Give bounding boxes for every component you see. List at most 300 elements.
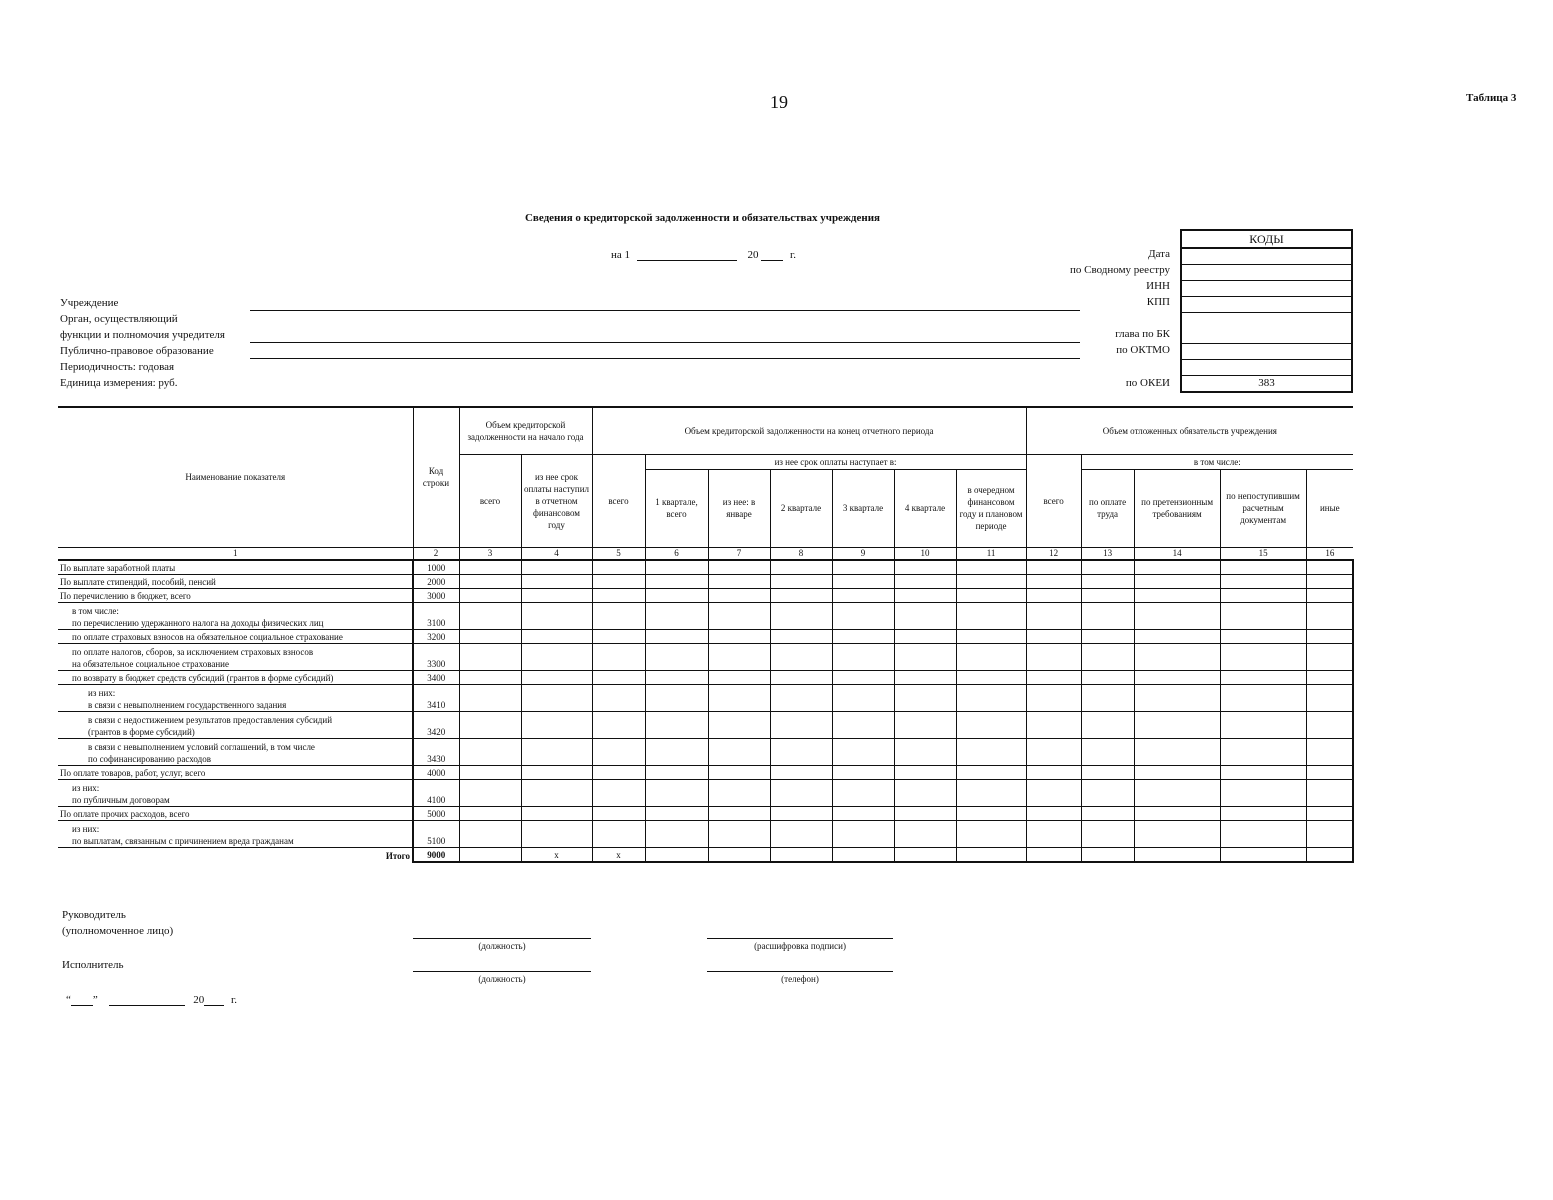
value-cell-col3[interactable] xyxy=(459,602,521,629)
value-cell-col16[interactable] xyxy=(1306,684,1353,711)
value-cell-col14[interactable] xyxy=(1134,711,1220,738)
institution-field[interactable] xyxy=(250,310,1080,311)
value-cell-col10[interactable] xyxy=(894,588,956,602)
value-cell-col10[interactable] xyxy=(894,574,956,588)
value-cell-col16[interactable] xyxy=(1306,629,1353,643)
code-blank-field[interactable] xyxy=(1182,360,1351,376)
value-cell-col4[interactable] xyxy=(521,643,592,670)
row-name xyxy=(58,711,413,738)
value-cell-col8[interactable] xyxy=(770,670,832,684)
code-bk-field[interactable] xyxy=(1182,313,1351,344)
value-cell-col11[interactable] xyxy=(956,574,1026,588)
value-cell-col4[interactable] xyxy=(521,779,592,806)
value-cell-col5[interactable] xyxy=(592,820,645,847)
value-cell-col12[interactable] xyxy=(1026,629,1081,643)
value-cell-col4[interactable] xyxy=(521,588,592,602)
value-cell-col11[interactable] xyxy=(956,711,1026,738)
value-cell-col3[interactable] xyxy=(459,588,521,602)
value-cell-col9[interactable] xyxy=(832,711,894,738)
date-suffix: г. xyxy=(790,249,797,261)
value-cell-col7[interactable] xyxy=(708,765,770,779)
value-cell-col3[interactable] xyxy=(459,711,521,738)
value-cell-col13[interactable] xyxy=(1081,643,1134,670)
value-cell-col16[interactable] xyxy=(1306,574,1353,588)
code-label-bk: глава по БК xyxy=(1115,328,1170,340)
value-cell-col8[interactable] xyxy=(770,820,832,847)
date-year-field[interactable] xyxy=(761,248,783,261)
value-cell-col12[interactable] xyxy=(1026,711,1081,738)
signature-year-field[interactable] xyxy=(204,993,224,1006)
value-cell-col3[interactable] xyxy=(459,806,521,820)
row-name xyxy=(58,806,413,820)
value-cell-col15[interactable] xyxy=(1220,670,1306,684)
table-row xyxy=(58,806,1353,820)
value-cell-col13[interactable] xyxy=(1081,738,1134,765)
row-code: 3300 xyxy=(413,643,459,670)
executor-position-caption: (должность) xyxy=(478,974,526,984)
value-cell-col13[interactable] xyxy=(1081,602,1134,629)
value-cell-col12[interactable] xyxy=(1026,684,1081,711)
value-cell-col3[interactable] xyxy=(459,738,521,765)
header-start-due: из нее срок оплаты наступил в отчетном финансовом году xyxy=(521,454,592,547)
value-cell-col10[interactable] xyxy=(894,779,956,806)
value-cell-col14[interactable] xyxy=(1134,560,1220,575)
column-number: 11 xyxy=(956,547,1026,560)
table-row xyxy=(58,602,1353,629)
value-cell-col7[interactable] xyxy=(708,602,770,629)
code-label-kpp: КПП xyxy=(1146,296,1170,308)
value-cell-col14[interactable] xyxy=(1134,765,1220,779)
value-cell-col14[interactable] xyxy=(1134,643,1220,670)
value-cell-col8[interactable] xyxy=(770,711,832,738)
value-cell-col6[interactable] xyxy=(645,588,708,602)
value-cell-col7[interactable] xyxy=(708,588,770,602)
value-cell-col12[interactable] xyxy=(1026,670,1081,684)
column-number: 14 xyxy=(1134,547,1220,560)
value-cell-col11[interactable] xyxy=(956,588,1026,602)
value-cell-col9[interactable] xyxy=(832,643,894,670)
value-cell-col16[interactable] xyxy=(1306,588,1353,602)
header-deferred-sub: в том числе: xyxy=(1081,454,1353,469)
value-cell-col12[interactable] xyxy=(1026,847,1081,862)
header-next-year: в очередном финансовом году и плановом периоде xyxy=(956,469,1026,547)
value-cell-col9[interactable] xyxy=(832,847,894,862)
row-code: 9000 xyxy=(413,847,459,862)
signature-date-line xyxy=(66,993,237,1006)
value-cell-col12[interactable] xyxy=(1026,765,1081,779)
value-cell-col11[interactable] xyxy=(956,602,1026,629)
value-cell-col5[interactable] xyxy=(592,602,645,629)
value-cell-col14[interactable] xyxy=(1134,670,1220,684)
value-cell-col4[interactable] xyxy=(521,670,592,684)
date-day-month-field[interactable] xyxy=(637,248,737,261)
code-label-oktmo: по ОКТМО xyxy=(1116,344,1170,356)
value-cell-col5[interactable] xyxy=(592,560,645,575)
value-cell-col7[interactable] xyxy=(708,820,770,847)
value-cell-col14[interactable] xyxy=(1134,738,1220,765)
value-cell-col3[interactable] xyxy=(459,574,521,588)
value-cell-col14[interactable] xyxy=(1134,779,1220,806)
organ-label-line2: функции и полномочия учредителя xyxy=(60,329,225,341)
header-other: иные xyxy=(1306,469,1353,547)
row-code: 3400 xyxy=(413,670,459,684)
value-cell-col10[interactable] xyxy=(894,643,956,670)
value-cell-col6[interactable] xyxy=(645,574,708,588)
value-cell-col7[interactable] xyxy=(708,847,770,862)
value-cell-col13[interactable] xyxy=(1081,765,1134,779)
value-cell-col11[interactable] xyxy=(956,684,1026,711)
value-cell-col5[interactable] xyxy=(592,684,645,711)
value-cell-col13[interactable] xyxy=(1081,588,1134,602)
value-cell-col12[interactable] xyxy=(1026,602,1081,629)
public-entity-field[interactable] xyxy=(250,358,1080,359)
header-end-sub: из нее срок оплаты наступает в: xyxy=(645,454,1026,469)
value-cell-col4[interactable] xyxy=(521,629,592,643)
value-cell-col14[interactable] xyxy=(1134,574,1220,588)
row-name-text: (грантов в форме субсидий) xyxy=(88,726,195,737)
unit-label: Единица измерения: руб. xyxy=(60,377,178,389)
value-cell-col10[interactable] xyxy=(894,847,956,862)
date-year-prefix: 20 xyxy=(747,249,759,261)
value-cell-col16[interactable] xyxy=(1306,765,1353,779)
value-cell-col10[interactable] xyxy=(894,602,956,629)
value-cell-col11[interactable] xyxy=(956,560,1026,575)
value-cell-col9[interactable] xyxy=(832,779,894,806)
value-cell-col9[interactable] xyxy=(832,574,894,588)
value-cell-col10[interactable] xyxy=(894,806,956,820)
value-cell-col7[interactable] xyxy=(708,670,770,684)
value-cell-col6[interactable] xyxy=(645,779,708,806)
header-q3: 3 квартале xyxy=(832,469,894,547)
value-cell-col9[interactable] xyxy=(832,765,894,779)
value-cell-col12[interactable] xyxy=(1026,738,1081,765)
value-cell-col15[interactable] xyxy=(1220,806,1306,820)
value-cell-col6[interactable] xyxy=(645,684,708,711)
value-cell-col7[interactable] xyxy=(708,711,770,738)
value-cell-col11[interactable] xyxy=(956,847,1026,862)
value-cell-col15[interactable] xyxy=(1220,629,1306,643)
row-name xyxy=(58,643,413,670)
value-cell-col9[interactable] xyxy=(832,602,894,629)
value-cell-col3[interactable] xyxy=(459,670,521,684)
value-cell-col7[interactable] xyxy=(708,779,770,806)
header-group-start: Объем кредиторской задолженности на начало года xyxy=(459,407,592,454)
value-cell-col8[interactable] xyxy=(770,560,832,575)
head-decoding-field[interactable] xyxy=(707,938,893,939)
value-cell-col16[interactable] xyxy=(1306,670,1353,684)
value-cell-col13[interactable] xyxy=(1081,629,1134,643)
value-cell-col5[interactable] xyxy=(592,765,645,779)
column-number: 3 xyxy=(459,547,521,560)
value-cell-col15[interactable] xyxy=(1220,820,1306,847)
value-cell-col12[interactable] xyxy=(1026,779,1081,806)
header-code: Код строки xyxy=(413,407,459,547)
value-cell-col5[interactable] xyxy=(592,629,645,643)
value-cell-col4[interactable] xyxy=(521,711,592,738)
row-name-text: по перечислению удержанного налога на доходы физических лиц xyxy=(72,617,324,628)
row-code: 5100 xyxy=(413,820,459,847)
value-cell-col9[interactable] xyxy=(832,820,894,847)
value-cell-col15[interactable] xyxy=(1220,765,1306,779)
value-cell-col6[interactable] xyxy=(645,806,708,820)
code-kpp-field[interactable] xyxy=(1182,297,1351,313)
code-registry-field[interactable] xyxy=(1182,265,1351,281)
value-cell-col4[interactable] xyxy=(521,765,592,779)
value-cell-col4[interactable] xyxy=(521,738,592,765)
code-date-field[interactable] xyxy=(1182,249,1351,265)
value-cell-col6[interactable] xyxy=(645,820,708,847)
organ-field[interactable] xyxy=(250,342,1080,343)
value-cell-col6[interactable] xyxy=(645,738,708,765)
value-cell-col4[interactable] xyxy=(521,602,592,629)
row-code: 3100 xyxy=(413,602,459,629)
value-cell-col3[interactable] xyxy=(459,847,521,862)
row-name xyxy=(58,765,413,779)
table-row xyxy=(58,643,1353,670)
value-cell-col11[interactable] xyxy=(956,806,1026,820)
value-cell-col13[interactable] xyxy=(1081,847,1134,862)
value-cell-col13[interactable] xyxy=(1081,684,1134,711)
value-cell-col13[interactable] xyxy=(1081,711,1134,738)
value-cell-col11[interactable] xyxy=(956,629,1026,643)
row-name-text: по оплате страховых взносов на обязательное социальное страхование xyxy=(72,631,343,642)
column-number: 4 xyxy=(521,547,592,560)
code-label-date: Дата xyxy=(1148,248,1170,260)
value-cell-col13[interactable] xyxy=(1081,820,1134,847)
value-cell-col3[interactable] xyxy=(459,684,521,711)
value-cell-col8[interactable] xyxy=(770,765,832,779)
value-cell-col8[interactable] xyxy=(770,738,832,765)
table-row xyxy=(58,711,1353,738)
code-oktmo-field[interactable] xyxy=(1182,344,1351,360)
value-cell-col14[interactable] xyxy=(1134,820,1220,847)
value-cell-col15[interactable] xyxy=(1220,684,1306,711)
date-quote-open: “ xyxy=(66,994,71,1006)
row-code: 3200 xyxy=(413,629,459,643)
value-cell-col4[interactable] xyxy=(521,560,592,575)
value-cell-col5[interactable] xyxy=(592,588,645,602)
header-end-total: всего xyxy=(592,454,645,547)
value-cell-col6[interactable] xyxy=(645,847,708,862)
value-cell-col10[interactable] xyxy=(894,560,956,575)
row-name xyxy=(58,602,413,629)
column-number: 12 xyxy=(1026,547,1081,560)
value-cell-col9[interactable] xyxy=(832,670,894,684)
value-cell-col15[interactable] xyxy=(1220,738,1306,765)
value-cell-col6[interactable] xyxy=(645,643,708,670)
header-january: из нее: в январе xyxy=(708,469,770,547)
value-cell-col6[interactable] xyxy=(645,711,708,738)
document-title: Сведения о кредиторской задолженности и обязательствах учреждения xyxy=(524,212,880,224)
value-cell-col13[interactable] xyxy=(1081,779,1134,806)
value-cell-col10[interactable] xyxy=(894,765,956,779)
value-cell-col10[interactable] xyxy=(894,684,956,711)
value-cell-col15[interactable] xyxy=(1220,847,1306,862)
row-name xyxy=(58,629,413,643)
value-cell-col12[interactable] xyxy=(1026,560,1081,575)
header-q2: 2 квартале xyxy=(770,469,832,547)
row-name-prefix: в связи с невыполнением условий соглашений, в том числе xyxy=(88,741,315,752)
value-cell-col3[interactable] xyxy=(459,560,521,575)
codes-header: КОДЫ xyxy=(1182,231,1351,249)
signature-day-field[interactable] xyxy=(71,993,93,1006)
value-cell-col7[interactable] xyxy=(708,643,770,670)
row-name-prefix: из них: xyxy=(72,782,100,793)
value-cell-col6[interactable] xyxy=(645,670,708,684)
value-cell-col14[interactable] xyxy=(1134,629,1220,643)
head-label-line1: Руководитель xyxy=(62,909,126,921)
value-cell-col7[interactable] xyxy=(708,574,770,588)
value-cell-col15[interactable] xyxy=(1220,574,1306,588)
value-cell-col13[interactable] xyxy=(1081,574,1134,588)
value-cell-col14[interactable] xyxy=(1134,684,1220,711)
value-cell-col12[interactable] xyxy=(1026,820,1081,847)
row-name xyxy=(58,588,413,602)
value-cell-col11[interactable] xyxy=(956,738,1026,765)
value-cell-col13[interactable] xyxy=(1081,806,1134,820)
value-cell-col15[interactable] xyxy=(1220,560,1306,575)
value-cell-col3[interactable] xyxy=(459,765,521,779)
value-cell-col5[interactable] xyxy=(592,779,645,806)
value-cell-col16[interactable] xyxy=(1306,602,1353,629)
signature-month-field[interactable] xyxy=(109,993,185,1006)
row-name-prefix: по оплате налогов, сборов, за исключением страховых взносов xyxy=(72,646,314,657)
value-cell-col9[interactable] xyxy=(832,684,894,711)
header-claims: по претензионным требованиям xyxy=(1134,469,1220,547)
code-label-registry: по Сводному реестру xyxy=(1070,264,1170,276)
row-name-text: по выплатам, связанным с причинением вреда гражданам xyxy=(72,835,294,846)
value-cell-col8[interactable] xyxy=(770,847,832,862)
value-cell-col8[interactable] xyxy=(770,588,832,602)
value-cell-col5[interactable] xyxy=(592,806,645,820)
value-cell-col11[interactable] xyxy=(956,643,1026,670)
value-cell-col16[interactable] xyxy=(1306,779,1353,806)
value-cell-col16[interactable] xyxy=(1306,711,1353,738)
row-name-text: По выплате заработной платы xyxy=(60,562,176,573)
value-cell-col15[interactable] xyxy=(1220,602,1306,629)
value-cell-col14[interactable] xyxy=(1134,806,1220,820)
value-cell-col6[interactable] xyxy=(645,602,708,629)
value-cell-col6[interactable] xyxy=(645,765,708,779)
row-name xyxy=(58,779,413,806)
value-cell-col16[interactable] xyxy=(1306,738,1353,765)
value-cell-col3[interactable] xyxy=(459,643,521,670)
row-name xyxy=(58,820,413,847)
value-cell-col5[interactable] xyxy=(592,738,645,765)
value-cell-col4[interactable] xyxy=(521,574,592,588)
value-cell-col10[interactable] xyxy=(894,738,956,765)
value-cell-col6[interactable] xyxy=(645,629,708,643)
value-cell-col14[interactable] xyxy=(1134,847,1220,862)
executor-phone-caption: (телефон) xyxy=(781,974,819,984)
value-cell-col16[interactable] xyxy=(1306,806,1353,820)
executor-position-field[interactable] xyxy=(413,971,591,972)
table-row xyxy=(58,629,1353,643)
row-name-text: По оплате товаров, работ, услуг, всего xyxy=(60,767,206,778)
value-cell-col8[interactable] xyxy=(770,779,832,806)
table-row xyxy=(58,684,1353,711)
row-name-text: По выплате стипендий, пособий, пенсий xyxy=(60,576,216,587)
value-cell-col7[interactable] xyxy=(708,560,770,575)
value-cell-col4[interactable] xyxy=(521,806,592,820)
value-cell-col12[interactable] xyxy=(1026,588,1081,602)
value-cell-col15[interactable] xyxy=(1220,588,1306,602)
value-cell-col16[interactable] xyxy=(1306,820,1353,847)
value-cell-col10[interactable] xyxy=(894,670,956,684)
value-cell-col8[interactable] xyxy=(770,684,832,711)
value-cell-col12[interactable] xyxy=(1026,806,1081,820)
head-position-field[interactable] xyxy=(413,938,591,939)
value-cell-col5[interactable] xyxy=(592,643,645,670)
value-cell-col8[interactable] xyxy=(770,806,832,820)
value-cell-col11[interactable] xyxy=(956,670,1026,684)
value-cell-col10[interactable] xyxy=(894,820,956,847)
value-cell-col13[interactable] xyxy=(1081,670,1134,684)
column-number: 15 xyxy=(1220,547,1306,560)
value-cell-col16[interactable] xyxy=(1306,847,1353,862)
value-cell-col9[interactable] xyxy=(832,560,894,575)
value-cell-col15[interactable] xyxy=(1220,779,1306,806)
value-cell-col7[interactable] xyxy=(708,738,770,765)
value-cell-col15[interactable] xyxy=(1220,711,1306,738)
value-cell-col13[interactable] xyxy=(1081,560,1134,575)
value-cell-col5[interactable] xyxy=(592,711,645,738)
value-cell-col8[interactable] xyxy=(770,574,832,588)
codes-block xyxy=(1180,229,1353,393)
value-cell-col14[interactable] xyxy=(1134,602,1220,629)
value-cell-col12[interactable] xyxy=(1026,574,1081,588)
value-cell-col6[interactable] xyxy=(645,560,708,575)
table-row xyxy=(58,779,1353,806)
value-cell-col11[interactable] xyxy=(956,765,1026,779)
value-cell-col16[interactable] xyxy=(1306,560,1353,575)
value-cell-col7[interactable] xyxy=(708,806,770,820)
table-row xyxy=(58,574,1353,588)
value-cell-col3[interactable] xyxy=(459,629,521,643)
value-cell-col9[interactable] xyxy=(832,629,894,643)
value-cell-col9[interactable] xyxy=(832,806,894,820)
value-cell-col5[interactable] xyxy=(592,574,645,588)
code-inn-field[interactable] xyxy=(1182,281,1351,297)
value-cell-col4[interactable] xyxy=(521,820,592,847)
value-cell-col3[interactable] xyxy=(459,820,521,847)
signature-year-prefix: 20 xyxy=(193,994,205,1006)
row-name xyxy=(58,670,413,684)
value-cell-col7[interactable] xyxy=(708,629,770,643)
value-cell-col8[interactable] xyxy=(770,643,832,670)
row-name xyxy=(58,560,413,575)
value-cell-col9[interactable] xyxy=(832,588,894,602)
row-code: 4000 xyxy=(413,765,459,779)
value-cell-col8[interactable] xyxy=(770,629,832,643)
value-cell-col9[interactable] xyxy=(832,738,894,765)
value-cell-col10[interactable] xyxy=(894,711,956,738)
value-cell-col3[interactable] xyxy=(459,779,521,806)
row-name-text: по возврату в бюджет средств субсидий (грантов в форме субсидий) xyxy=(72,672,334,683)
value-cell-col11[interactable] xyxy=(956,779,1026,806)
value-cell-col16[interactable] xyxy=(1306,643,1353,670)
executor-phone-field[interactable] xyxy=(707,971,893,972)
value-cell-col12[interactable] xyxy=(1026,643,1081,670)
value-cell-col5[interactable] xyxy=(592,670,645,684)
value-cell-col8[interactable] xyxy=(770,602,832,629)
value-cell-col11[interactable] xyxy=(956,820,1026,847)
value-cell-col14[interactable] xyxy=(1134,588,1220,602)
value-cell-col4[interactable] xyxy=(521,684,592,711)
value-cell-col15[interactable] xyxy=(1220,643,1306,670)
value-cell-col10[interactable] xyxy=(894,629,956,643)
value-cell-col7[interactable] xyxy=(708,684,770,711)
